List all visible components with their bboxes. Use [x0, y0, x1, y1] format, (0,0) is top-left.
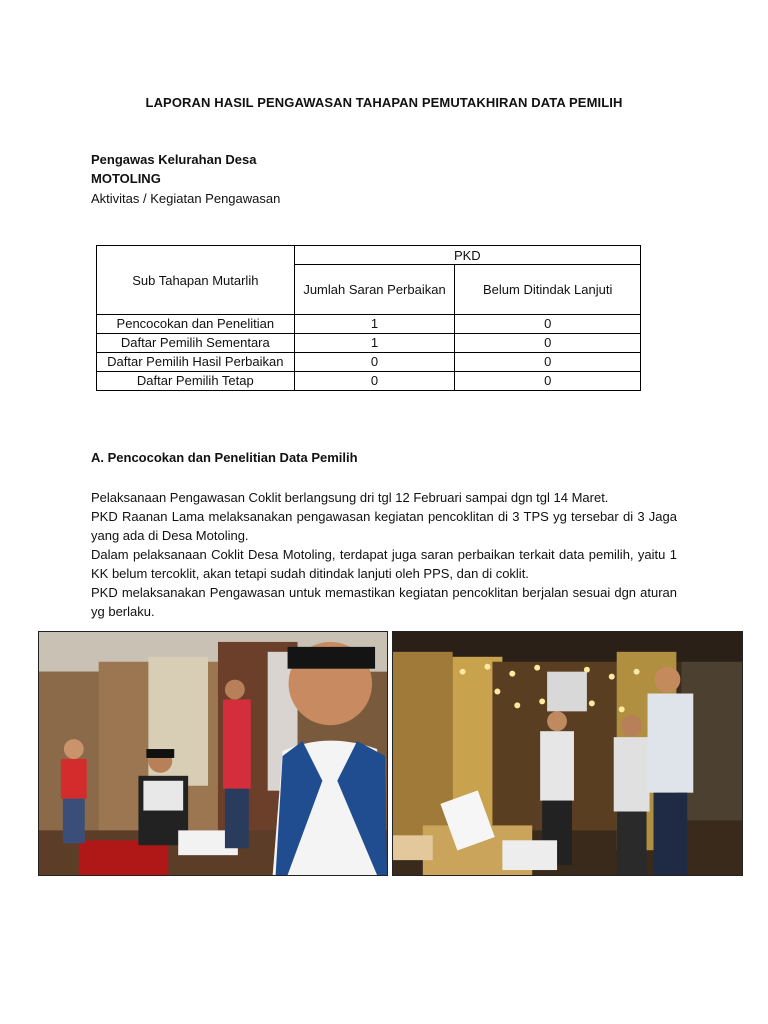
- supervisor-label: Pengawas Kelurahan Desa: [91, 152, 257, 167]
- row-belum-ditindak: 0: [455, 353, 641, 372]
- section-a-heading: A. Pencocokan dan Penelitian Data Pemilih: [91, 450, 358, 465]
- header-belum-ditindak: Belum Ditindak Lanjuti: [455, 265, 641, 315]
- row-label: Daftar Pemilih Hasil Perbaikan: [97, 353, 295, 372]
- paragraph-period: Pelaksanaan Pengawasan Coklit berlangsung dri tgl 12 Februari sampai dgn tgl 14 Maret.: [91, 490, 609, 505]
- row-label: Pencocokan dan Penelitian: [97, 315, 295, 334]
- photo-coklit-sticker-image: [393, 632, 742, 875]
- table-row: [97, 315, 641, 334]
- village-name: MOTOLING: [91, 171, 161, 186]
- row-jumlah-saran: 1: [294, 334, 455, 353]
- table-row: [97, 334, 641, 353]
- paragraph-pengawasan: PKD melaksanakan Pengawasan untuk memastikan kegiatan pencoklitan berjalan sesuai dgn aturan yg berlaku.: [91, 585, 677, 619]
- row-belum-ditindak: 0: [455, 334, 641, 353]
- paragraph-saran: Dalam pelaksanaan Coklit Desa Motoling, terdapat juga saran perbaikan terkait data pemilih, yaitu 1 KK belum tercoklit, akan tetapi sudah ditindak lanjuti oleh PPS, dan di coklit.: [91, 547, 677, 581]
- row-jumlah-saran: 1: [294, 315, 455, 334]
- row-label: Daftar Pemilih Sementara: [97, 334, 295, 353]
- header-sub-tahapan: Sub Tahapan Mutarlih: [97, 246, 295, 315]
- photo-coklit-sticker: [392, 631, 743, 876]
- photo-coklit-visit: [38, 631, 388, 876]
- row-jumlah-saran: 0: [294, 353, 455, 372]
- header-pkd: PKD: [294, 246, 640, 265]
- row-belum-ditindak: 0: [455, 372, 641, 391]
- activity-label: Aktivitas / Kegiatan Pengawasan: [91, 191, 281, 206]
- row-belum-ditindak: 0: [455, 315, 641, 334]
- table-row: [97, 353, 641, 372]
- table-row: [97, 372, 641, 391]
- summary-table: [96, 245, 641, 391]
- row-jumlah-saran: 0: [294, 372, 455, 391]
- row-label: Daftar Pemilih Tetap: [97, 372, 295, 391]
- paragraph-tps: PKD Raanan Lama melaksanakan pengawasan kegiatan pencoklitan di 3 TPS yg tersebar di 3 Jaga yang ada di Desa Motoling.: [91, 509, 677, 543]
- document-title: LAPORAN HASIL PENGAWASAN TAHAPAN PEMUTAKHIRAN DATA PEMILIH: [145, 95, 623, 110]
- header-jumlah-saran: Jumlah Saran Perbaikan: [294, 265, 455, 315]
- photo-coklit-visit-image: [39, 632, 387, 875]
